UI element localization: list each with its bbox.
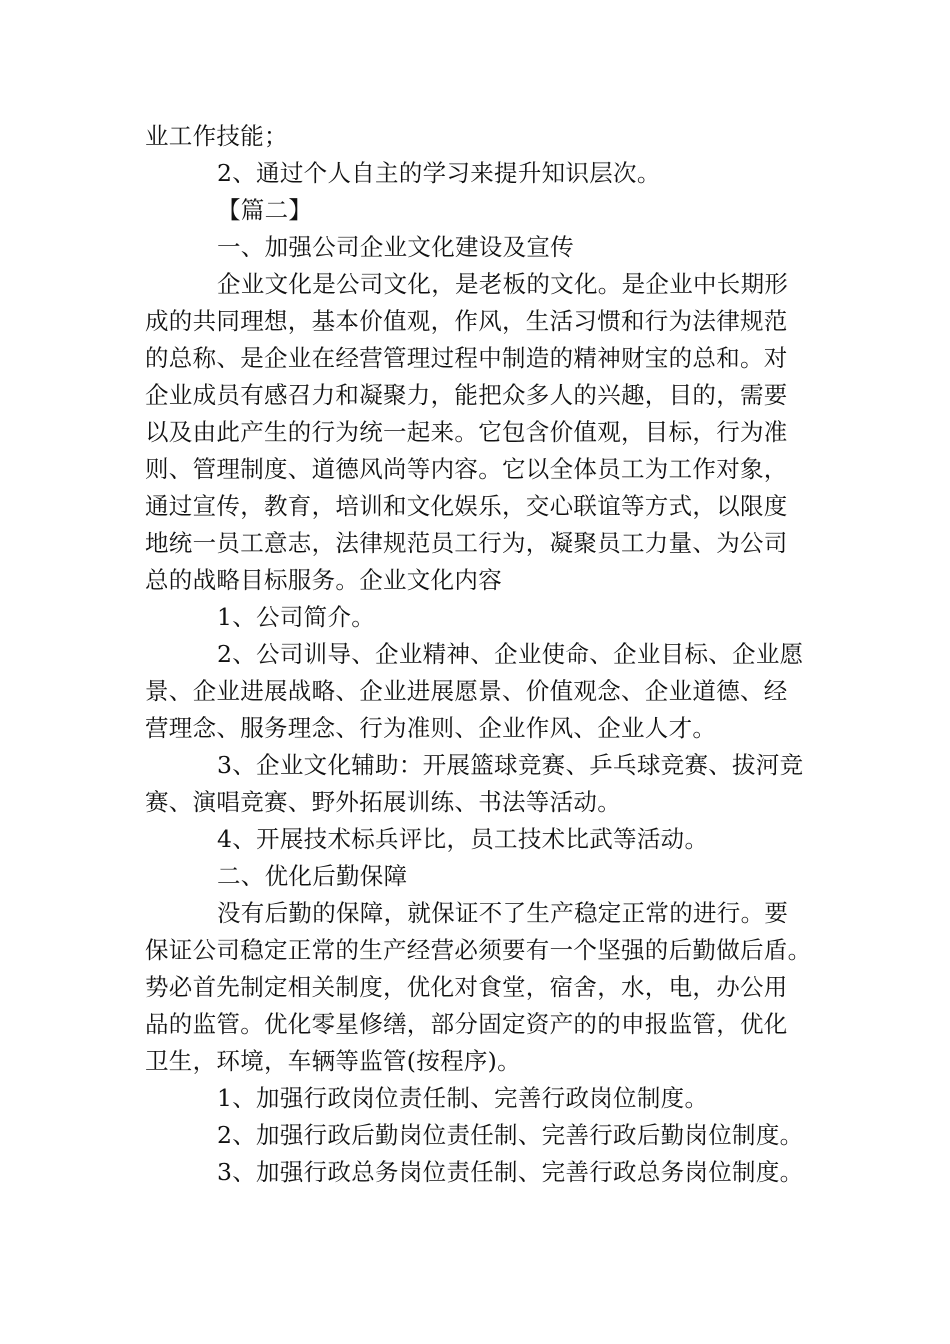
list-item: 2、公司训导、企业精神、企业使命、企业目标、企业愿 (217, 640, 804, 668)
text-line: 卫生，环境，车辆等监管(按程序)。 (145, 1047, 521, 1075)
text-line: 成的共同理想，基本价值观，作风，生活习惯和行为法律规范 (145, 307, 788, 335)
subsection-heading: 二、优化后勤保障 (217, 862, 408, 890)
document-body (145, 118, 815, 1191)
subsection-heading: 一、加强公司企业文化建设及宣传 (217, 233, 574, 261)
list-item: 4、开展技术标兵评比，员工技术比武等活动。 (217, 825, 709, 853)
text-line: 没有后勤的保障，就保证不了生产稳定正常的进行。要 (217, 899, 789, 927)
text-line: 保证公司稳定正常的生产经营必须要有一个坚强的后勤做后盾。 (145, 936, 812, 964)
text-line: 景、企业进展战略、企业进展愿景、价值观念、企业道德、经 (145, 677, 788, 705)
section-heading: 【篇二】 (217, 196, 313, 224)
text-line: 企业成员有感召力和凝聚力，能把众多人的兴趣，目的，需要 (145, 381, 788, 409)
text-line: 业工作技能； (145, 122, 288, 150)
text-line: 的总称、是企业在经营管理过程中制造的精神财宝的总和。对 (145, 344, 788, 372)
text-line: 品的监管。优化零星修缮，部分固定资产的的申报监管，优化 (145, 1010, 788, 1038)
text-line: 企业文化是公司文化，是老板的文化。是企业中长期形 (217, 270, 789, 298)
text-line: 总的战略目标服务。企业文化内容 (145, 566, 502, 594)
list-item: 3、企业文化辅助：开展篮球竞赛、乒乓球竞赛、拔河竞 (217, 751, 804, 779)
list-item: 3、加强行政总务岗位责任制、完善行政总务岗位制度。 (217, 1158, 804, 1186)
text-line: 通过宣传，教育，培训和文化娱乐，交心联谊等方式，以限度 (145, 492, 788, 520)
list-item: 2、加强行政后勤岗位责任制、完善行政后勤岗位制度。 (217, 1121, 804, 1149)
text-line: 营理念、服务理念、行为准则、企业作风、企业人才。 (145, 714, 717, 742)
text-line: 2、通过个人自主的学习来提升知识层次。 (217, 159, 661, 187)
text-line: 则、管理制度、道德风尚等内容。它以全体员工为工作对象， (145, 455, 788, 483)
text-line: 以及由此产生的行为统一起来。它包含价值观，目标，行为准 (145, 418, 788, 446)
list-item: 1、公司简介。 (217, 603, 376, 631)
text-line: 赛、演唱竞赛、野外拓展训练、书法等活动。 (145, 788, 621, 816)
text-line: 势必首先制定相关制度，优化对食堂，宿舍，水，电，办公用 (145, 973, 788, 1001)
text-line: 地统一员工意志，法律规范员工行为，凝聚员工力量、为公司 (145, 529, 788, 557)
list-item: 1、加强行政岗位责任制、完善行政岗位制度。 (217, 1084, 709, 1112)
